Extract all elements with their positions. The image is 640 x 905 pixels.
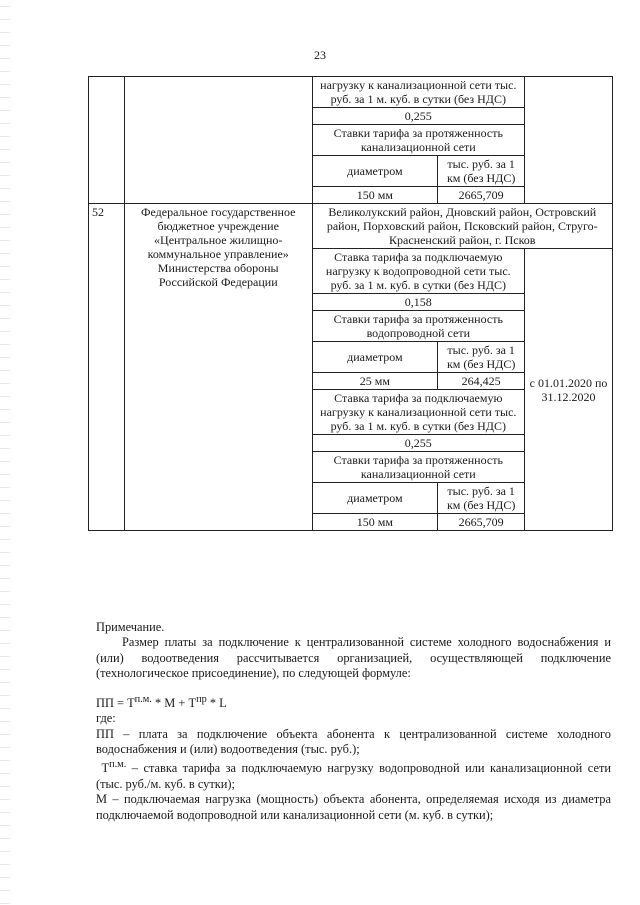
sewer-conn-value: 0,255: [312, 435, 525, 452]
sewer-length-rate: Ставки тарифа за протяженность канализационной сети: [312, 452, 525, 483]
tariff-table: [88, 76, 613, 531]
formula-part-b: * М + Т: [151, 695, 197, 710]
sewer-diameter-label: диаметром: [312, 483, 438, 514]
scan-edge: [0, 0, 10, 905]
definition-t: $Т^{п.м.}$ – ставка тарифа за подключаемую нагрузку водопроводной или канализационной сети (тыс. руб./м. куб. в сутки);: [96, 759, 611, 791]
note-heading: Примечание.: [96, 620, 165, 634]
note-section: [96, 620, 611, 823]
page-number: 23: [314, 48, 326, 62]
validity-period: с 01.01.2020 по 31.12.2020: [525, 249, 613, 531]
cont-diameter-label: диаметром: [312, 156, 438, 187]
where-label: где:: [96, 711, 116, 726]
water-unit: тыс. руб. за 1 км (без НДС): [438, 342, 525, 373]
water-length-rate: Ставки тарифа за протяженность водопроводной сети: [312, 311, 525, 342]
sewer-unit: тыс. руб. за 1 км (без НДС): [438, 483, 525, 514]
formula-sup-pr: пр: [196, 693, 207, 705]
definition-t-text: – ставка тарифа за подключаемую нагрузку водопроводной или канализационной сети (тыс. руб./м. куб. в сутки);: [96, 761, 611, 791]
cont-org-cell: [124, 77, 312, 204]
definition-m: М – подключаемая нагрузка (мощность) объекта абонента, определяемая исходя из диаметра подключаемой водопроводной или канализационной сети (м. куб. в сутки);: [96, 792, 611, 822]
cont-conn-rate: нагрузку к канализационной сети тыс. руб. за 1 м. куб. в сутки (без НДС): [312, 77, 525, 108]
sewer-conn-rate: Ставка тарифа за подключаемую нагрузку к канализационной сети тыс. руб. за 1 м. куб. в сутки (без НДС): [312, 390, 525, 435]
note-intro: Размер платы за подключение к централизованной системе холодного водоснабжения и (или) водоотведения рассчитывается организацией, осуществляющей подключение (технологическое присоединение), по следующей формуле:: [96, 635, 611, 681]
row-number: 52: [89, 204, 125, 531]
cont-length-value: 2665,709: [438, 187, 525, 204]
formula-part-a: ПП = Т: [96, 695, 135, 710]
formula: [96, 692, 611, 712]
cont-unit: тыс. руб. за 1 км (без НДС): [438, 156, 525, 187]
sewer-length-value: 2665,709: [438, 514, 525, 531]
cont-period-cell: [525, 77, 613, 204]
water-conn-value: 0,158: [312, 294, 525, 311]
service-area: Великолукский район, Дновский район, Островский район, Порховский район, Псковский район, Струго-Красненский район, г. Псков: [312, 204, 612, 249]
cont-diameter: 150 мм: [312, 187, 438, 204]
cont-length-rate: Ставки тарифа за протяженность канализационной сети: [312, 125, 525, 156]
water-conn-rate: Ставка тарифа за подключаемую нагрузку к водопроводной сети тыс. руб. за 1 м. куб. в сутки (без НДС): [312, 249, 525, 294]
water-diameter: 25 мм: [312, 373, 438, 390]
formula-part-c: * L: [206, 695, 227, 710]
cont-num-cell: [89, 77, 125, 204]
water-length-value: 264,425: [438, 373, 525, 390]
formula-sup-pm: п.м.: [134, 693, 152, 705]
water-diameter-label: диаметром: [312, 342, 438, 373]
definition-pp: ПП – плата за подключение объекта абонента к централизованной системе холодного водоснабжения и (или) водоотведения (тыс. руб.);: [96, 726, 611, 756]
sewer-diameter: 150 мм: [312, 514, 438, 531]
definition-t-sup: п.м.: [109, 759, 127, 771]
cont-conn-value: 0,255: [312, 108, 525, 125]
organization-name: Федеральное государственное бюджетное учреждение «Центральное жилищно-коммунальное управление» Министерства обороны Российской Федерации: [124, 204, 312, 531]
